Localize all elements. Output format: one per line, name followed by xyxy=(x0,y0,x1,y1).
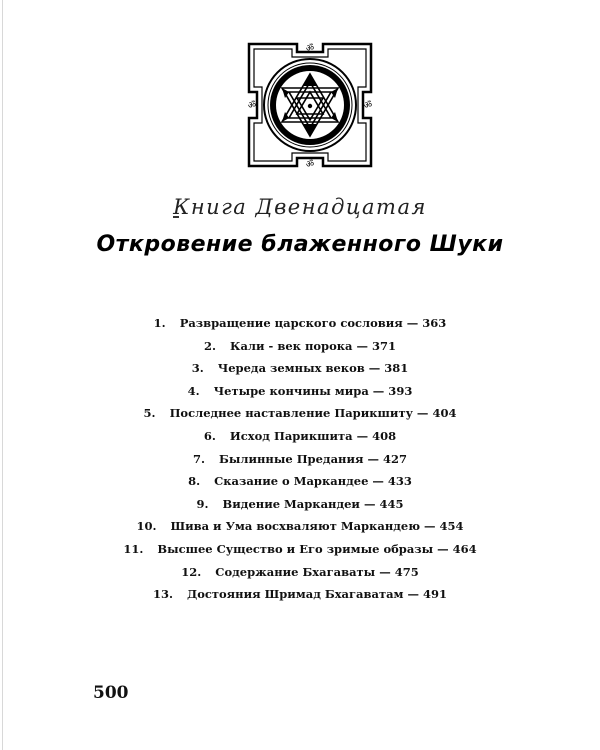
toc-item xyxy=(0,335,600,358)
toc-title: Четыре кончины мира — 393 xyxy=(213,383,413,398)
toc-number: 13. xyxy=(152,587,173,602)
toc-title: Достояния Шримад Бхагаватам — 491 xyxy=(186,587,448,602)
toc-number: 4. xyxy=(187,383,200,398)
toc-number: 9. xyxy=(196,496,209,511)
toc-number: 8. xyxy=(188,474,201,489)
toc-number: 3. xyxy=(191,361,204,376)
toc-number: 1. xyxy=(153,316,166,330)
toc-item xyxy=(0,357,600,380)
toc-item xyxy=(0,402,600,425)
page-number: 500 xyxy=(93,683,129,703)
svg-text:ॐ: ॐ xyxy=(247,101,257,111)
toc-item xyxy=(0,425,600,448)
svg-text:ॐ: ॐ xyxy=(363,101,373,111)
toc-number: 6. xyxy=(203,428,216,443)
table-of-contents xyxy=(0,312,600,606)
toc-item xyxy=(0,515,600,538)
toc-title: Исход Парикшита — 408 xyxy=(229,428,397,443)
toc-number: 10. xyxy=(136,519,157,534)
toc-title: Череда земных веков — 381 xyxy=(217,361,409,376)
toc-title: Былинные Предания — 427 xyxy=(219,451,407,466)
toc-title: Сказание о Маркандее — 433 xyxy=(214,474,412,489)
toc-title: Содержание Бхагаваты — 475 xyxy=(215,564,419,579)
toc-item xyxy=(0,583,600,606)
svg-text:ॐ: ॐ xyxy=(305,44,315,54)
book-subtitle: Откровение блаженного Шуки xyxy=(96,232,504,257)
toc-number: 2. xyxy=(203,338,216,353)
book-title: Книга Двенадцатая xyxy=(173,195,427,219)
toc-item xyxy=(0,538,600,561)
toc-title: Высшее Существо и Его зримые образы — 464 xyxy=(157,541,477,556)
toc-item xyxy=(0,448,600,471)
toc-title: Развращение царского сословия — 363 xyxy=(179,316,447,330)
toc-title: Кали - век порока — 371 xyxy=(230,338,397,353)
toc-item xyxy=(0,380,600,403)
toc-number: 11. xyxy=(123,541,144,556)
toc-item xyxy=(0,493,600,516)
svg-text:ॐ: ॐ xyxy=(305,160,315,170)
toc-title: Последнее наставление Парикшиту — 404 xyxy=(169,406,457,421)
toc-title: Видение Маркандеи — 445 xyxy=(222,496,404,511)
sri-yantra-icon xyxy=(245,40,375,170)
toc-number: 5. xyxy=(143,406,156,421)
toc-item xyxy=(0,470,600,493)
toc-item xyxy=(0,312,600,335)
toc-item xyxy=(0,561,600,584)
toc-number: 7. xyxy=(193,451,206,466)
toc-title: Шива и Ума восхваляют Маркандею — 454 xyxy=(170,519,464,534)
toc-number: 12. xyxy=(181,564,202,579)
